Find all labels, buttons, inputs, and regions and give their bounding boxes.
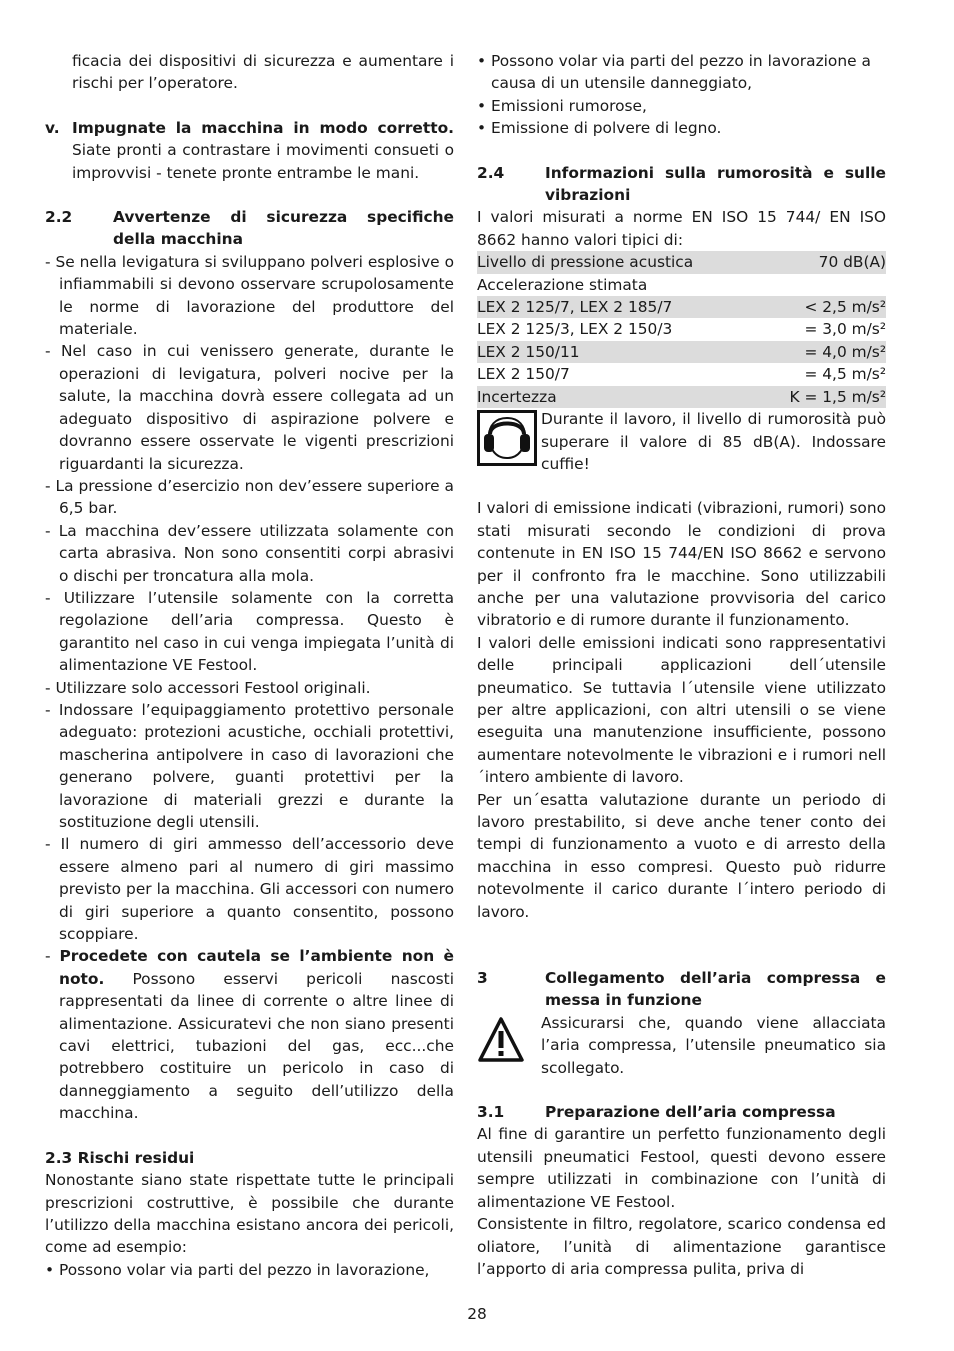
list-item: - La macchina dev’essere utilizzata solamente con carta abrasiva. Non sono consentiti corpi abrasivi o dischi per troncatura alla mola.: [45, 521, 454, 585]
bullet-item: • Possono volar via parti del pezzo in lavorazione,: [45, 1260, 430, 1279]
ear-protection-note: [477, 408, 886, 475]
list-item: - Utilizzare solo accessori Festool originali.: [45, 678, 371, 697]
list-item: - La pressione d’esercizio non dev’essere superiore a 6,5 bar.: [45, 476, 454, 518]
item-v-text: Siate pronti a contrastare i movimenti consueti o improvvisi - tenete pronte entrambe le mani.: [72, 141, 454, 182]
list-item: - Il numero di giri ammesso dell’accessorio deve essere almeno pari al numero di giri massimo previsto per la macchina. Gli accessori con numero di giri superiore a quanto consentito, possono scoppiare.: [45, 835, 455, 944]
section-2-2-heading: [45, 206, 454, 251]
warning-note: [477, 1012, 886, 1079]
section-3-heading: [477, 967, 886, 1012]
vibration-table: [477, 251, 886, 408]
bullet-item: • Emissioni rumorose,: [477, 96, 647, 115]
section-3-1-heading: [477, 1101, 886, 1123]
section-title: Informazioni sulla rumorosità e sulle vibrazioni: [545, 163, 886, 205]
table-row: Incertezza K = 1,5 m/s²: [477, 386, 886, 408]
section-3-1-paragraph: Consistente in filtro, regolatore, scarico condensa ed oliatore, l’unità di alimentazione garantisce l’apporto di aria compressa pulita, priva di: [477, 1215, 886, 1278]
list-item: - Se nella levigatura si sviluppano polveri esplosive o infiammabili si devono osservare scrupolosamente le norme di lavorazione del produttore del materiale.: [45, 252, 454, 339]
ear-protection-text: Durante il lavoro, il livello di rumorosità può superare il valore di 85 dB(A). Indossare cuffie!: [541, 410, 886, 473]
table-row: LEX 2 125/7, LEX 2 185/7 < 2,5 m/s²: [477, 296, 886, 318]
table-row: Livello di pressione acustica 70 dB(A): [477, 251, 886, 273]
section-2-3-heading: 2.3 Rischi residui: [45, 1148, 195, 1167]
emission-paragraph: I valori delle emissioni indicati sono rappresentativi delle principali applicazioni dell´utensile pneumatico. Se tuttavia l´utensile viene utilizzato per altre applicazioni, con altri utensili o se viene eseguita una manutenzione insufficiente, possono aumentare notevolmente le vibrazioni e i rumori nell´intero ambiente di lavoro.: [477, 633, 886, 787]
section-number: 2.2: [45, 208, 73, 227]
list-item: - Procedete con cautela se l’ambiente non è noto. Possono esservi pericoli nascosti rappresentati da linee di corrente o altre linee di alimentazione. Assicuratevi che non siano presenti cavi elettrici, tubazioni del gas, ecc...che potrebbero costituire un pericolo in caso di danneggiamento a seguito dell’utilizzo della macchina.: [45, 947, 454, 1123]
section-3-1-paragraph: Al fine di garantire un perfetto funzionamento degli utensili pneumatici Festool, questi devono essere sempre utilizzati in combinazione con l’unità di alimentazione VE Festool.: [477, 1125, 886, 1211]
list-item: - Utilizzare l’utensile solamente con la corretta regolazione dell’aria compressa. Questo è garantito nel caso in cui venga impiegata l’unità di alimentazione VE Festool.: [45, 588, 454, 675]
warning-icon: [477, 1014, 541, 1070]
ear-protection-icon: [477, 410, 541, 466]
table-row: LEX 2 125/3, LEX 2 150/3 = 3,0 m/s²: [477, 320, 886, 339]
warning-text: Assicurarsi che, quando viene allacciata l’aria compressa, l’utensile pneumatico sia scollegato.: [541, 1013, 886, 1077]
left-column: [45, 50, 454, 1281]
section-number: 2.4: [477, 163, 505, 182]
section-2-4-heading: [477, 162, 886, 207]
section-2-4-intro: I valori misurati a norme EN ISO 15 744/ EN ISO 8662 hanno valori tipici di:: [477, 208, 886, 249]
table-row: Accelerazione stimata: [477, 275, 648, 294]
table-row: LEX 2 150/7 = 4,5 m/s²: [477, 365, 886, 384]
continued-paragraph: ficacia dei dispositivi di sicurezza e aumentare i rischi per l’operatore.: [72, 52, 454, 93]
item-v-bold: Impugnate la macchina in modo corretto.: [72, 118, 454, 137]
page-number: 28: [467, 1305, 487, 1323]
item-v: [45, 117, 454, 184]
list-item: - Indossare l’equipaggiamento protettivo personale adeguato: protezioni acustiche, occhiali protettivi, mascherina antipolvere in caso di lavorazioni che generano polvere, guanti protettivi per la lavorazione di materiali grezzi e durante la sostituzione degli utensili.: [45, 700, 454, 831]
table-row: LEX 2 150/11 = 4,0 m/s²: [477, 341, 886, 363]
section-title: Avvertenze di sicurezza specifiche della macchina: [113, 208, 454, 249]
bullet-item: • Possono volar via parti del pezzo in lavorazione a causa di un utensile danneggiato,: [477, 52, 871, 93]
emission-paragraph: Per un´esatta valutazione durante un periodo di lavoro prestabilito, si deve anche tener conto dei tempi di funzionamento a vuoto e di arresto della macchina in esso compresi. Questo può ridurre notevolmente il carico durante l´intero periodo di lavoro.: [477, 790, 886, 921]
section-number: 3: [477, 969, 488, 988]
right-column: [477, 50, 886, 1280]
list-item: - Nel caso in cui venissero generate, durante le operazioni di levigatura, polveri nocive per la salute, la macchina dovrà essere collegata ad un adeguato dispositivo di aspirazione polvere e dovranno essere osservate le vigenti prescrizioni riguardanti la sicurezza.: [45, 342, 454, 473]
section-title: Preparazione dell’aria compressa: [545, 1103, 836, 1122]
bullet-item: • Emissione di polvere di legno.: [477, 119, 722, 138]
item-v-marker: v.: [45, 118, 60, 137]
section-2-3-text: Nonostante siano state rispettate tutte le principali prescrizioni costruttive, è possibile che durante l’utilizzo della macchina esistano ancora dei pericoli, come ad esempio:: [45, 1171, 454, 1257]
section-title: Collegamento dell’aria compressa e messa in funzione: [545, 969, 886, 1010]
section-number: 3.1: [477, 1103, 505, 1122]
emission-paragraph: I valori di emissione indicati (vibrazioni, rumori) sono stati misurati secondo le condizioni di prova contenute in EN ISO 15 744/EN ISO 8662 e servono per il confronto fra le macchine. Sono utilizzabili anche per una valutazione provvisoria del carico vibratorio e di rumore durante il funzionamento.: [477, 499, 886, 630]
